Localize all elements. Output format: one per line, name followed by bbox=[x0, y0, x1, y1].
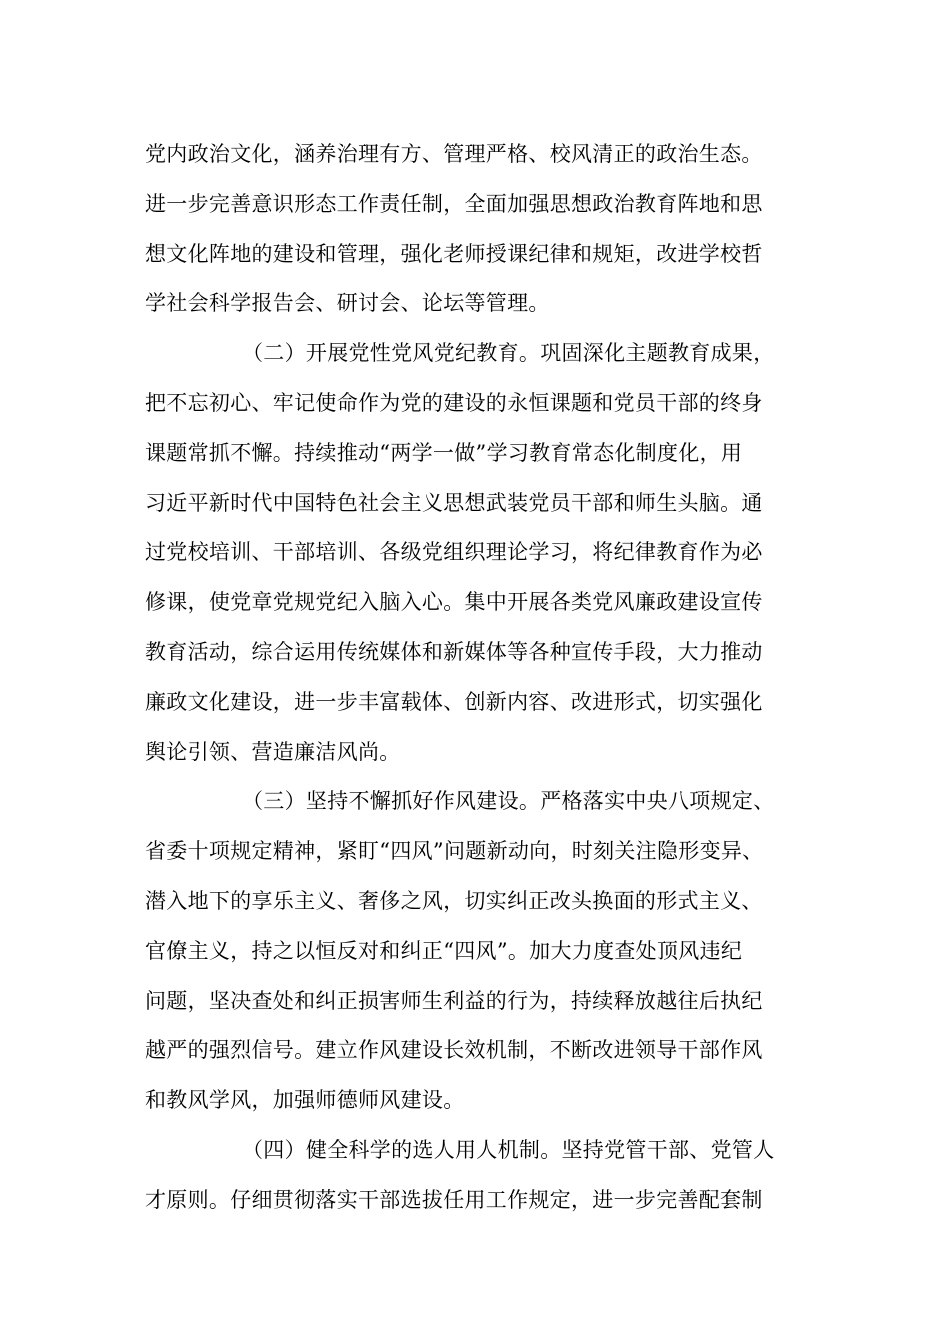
text-line: 党内政治文化，涵养治理有方、管理严格、校风清正的政治生态。 bbox=[145, 142, 763, 166]
text-line: 问题，坚决查处和纠正损害师生利益的行为，持续释放越往后执纪 bbox=[145, 988, 763, 1013]
text-line: 想文化阵地的建设和管理，强化老师授课纪律和规矩，改进学校哲 bbox=[145, 241, 763, 266]
section-heading-line: （二）开展党性党风党纪教育。巩固深化主题教育成果， bbox=[242, 341, 775, 366]
text-line: 廉政文化建设，进一步丰富载体、创新内容、改进形式，切实强化 bbox=[145, 689, 763, 714]
text-line: 把不忘初心、牢记使命作为党的建设的永恒课题和党员干部的终身 bbox=[145, 390, 763, 415]
section-heading-line: （三）坚持不懈抓好作风建设。严格落实中央八项规定、 bbox=[242, 789, 775, 814]
text-line: 舆论引领、营造廉洁风尚。 bbox=[145, 739, 401, 764]
body-text bbox=[145, 130, 805, 1226]
text-line: 过党校培训、干部培训、各级党组织理论学习，将纪律教育作为必 bbox=[145, 540, 763, 565]
text-line: 修课，使党章党规党纪入脑入心。集中开展各类党风廉政建设宣传 bbox=[145, 590, 763, 615]
text-line: 才原则。仔细贯彻落实干部选拔任用工作规定，进一步完善配套制 bbox=[145, 1187, 763, 1212]
text-line: 教育活动，综合运用传统媒体和新媒体等各种宣传手段，大力推动 bbox=[145, 639, 763, 664]
text-line: 进一步完善意识形态工作责任制，全面加强思想政治教育阵地和思 bbox=[145, 191, 763, 216]
text-line: 越严的强烈信号。建立作风建设长效机制，不断改进领导干部作风 bbox=[145, 1038, 763, 1063]
text-line: 和教风学风，加强师德师风建设。 bbox=[145, 1088, 465, 1113]
text-line: 潜入地下的享乐主义、奢侈之风，切实纠正改头换面的形式主义、 bbox=[145, 888, 763, 913]
text-line: 课题常抓不懈。持续推动“两学一做”学习教育常态化制度化，用 bbox=[145, 440, 743, 465]
text-line: 习近平新时代中国特色社会主义思想武装党员干部和师生头脑。通 bbox=[145, 490, 763, 515]
section-heading-line: （四）健全科学的选人用人机制。坚持党管干部、党管人 bbox=[242, 1137, 775, 1162]
text-line: 官僚主义，持之以恒反对和纠正“四风”。加大力度查处顶风违纪 bbox=[145, 938, 743, 963]
text-line: 学社会科学报告会、研讨会、论坛等管理。 bbox=[145, 291, 550, 316]
text-line: 省委十项规定精神，紧盯“四风”问题新动向，时刻关注隐形变异、 bbox=[145, 839, 764, 864]
